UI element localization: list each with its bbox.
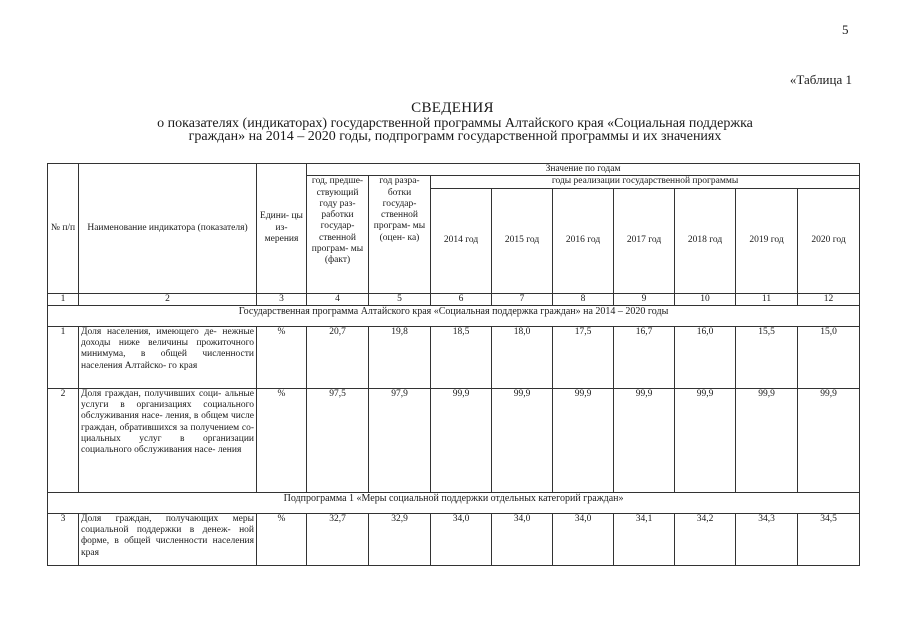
subtitle-line-1: о показателях (индикаторах) государственной программы Алтайского края «Социальная поддержка — [157, 116, 753, 131]
row-value: 20,7 — [307, 326, 369, 388]
row-name: Доля граждан, получающих меры социальной поддержки в денеж- ной форме, в общей численности населения края — [79, 513, 257, 565]
column-number: 10 — [675, 293, 736, 305]
header-year: 2019 год — [736, 188, 798, 293]
header-year: 2017 год — [614, 188, 675, 293]
column-number: 9 — [614, 293, 675, 305]
header-prev-year: год, предше- ствующий году раз- работки государ- ственной програм- мы (факт) — [307, 176, 369, 293]
indicators-table — [47, 163, 860, 566]
column-number: 4 — [307, 293, 369, 305]
row-value: 19,8 — [369, 326, 431, 388]
page-number: 5 — [842, 22, 849, 37]
header-year: 2015 год — [492, 188, 553, 293]
row-value: 34,2 — [675, 513, 736, 565]
row-value: 18,5 — [431, 326, 492, 388]
row-value: 16,0 — [675, 326, 736, 388]
column-number: 6 — [431, 293, 492, 305]
row-value: 34,0 — [431, 513, 492, 565]
row-num: 1 — [48, 326, 79, 388]
column-number: 5 — [369, 293, 431, 305]
row-name: Доля граждан, получивших соци- альные услуги в организациях социального обслуживания насе- ления, в общем числе граждан, обратившихся за получением со- циальных услуг в организации социального обслуживания насе- ления — [79, 388, 257, 492]
section-title: Государственная программа Алтайского края «Социальная поддержка граждан» на 2014 – 2020 годы — [48, 305, 860, 326]
row-value: 34,1 — [614, 513, 675, 565]
row-unit: % — [257, 513, 307, 565]
header-name: Наименование индикатора (показателя) — [79, 164, 257, 294]
row-value: 99,9 — [614, 388, 675, 492]
row-value: 32,7 — [307, 513, 369, 565]
row-value: 99,9 — [736, 388, 798, 492]
row-value: 34,0 — [553, 513, 614, 565]
document-subtitle — [110, 117, 800, 143]
section-row-state-program — [48, 305, 860, 326]
column-number: 7 — [492, 293, 553, 305]
header-year: 2018 год — [675, 188, 736, 293]
header-year: 2016 год — [553, 188, 614, 293]
row-value: 15,5 — [736, 326, 798, 388]
column-number-row — [48, 293, 860, 305]
row-value: 97,5 — [307, 388, 369, 492]
row-value: 99,9 — [798, 388, 860, 492]
row-value: 99,9 — [492, 388, 553, 492]
table-label: «Таблица 1 — [789, 72, 852, 87]
row-value: 32,9 — [369, 513, 431, 565]
subtitle-line-2: граждан» на 2014 – 2020 годы, подпрограмм государственной программы и их значениях — [188, 129, 722, 144]
section-row-subprogram-1 — [48, 492, 860, 513]
row-name: Доля населения, имеющего де- нежные доходы ниже величины прожиточного минимума, в общей численности населения Алтайско- го края — [79, 326, 257, 388]
row-num: 3 — [48, 513, 79, 565]
row-value: 97,9 — [369, 388, 431, 492]
row-value: 18,0 — [492, 326, 553, 388]
header-unit: Едини- цы из- мерения — [257, 164, 307, 294]
row-num: 2 — [48, 388, 79, 492]
table-row — [48, 388, 860, 492]
row-value: 99,9 — [675, 388, 736, 492]
row-unit: % — [257, 388, 307, 492]
row-value: 15,0 — [798, 326, 860, 388]
header-dev-year: год разра- ботки государ- ственной програм- мы (оцен- ка) — [369, 176, 431, 293]
table-row — [48, 513, 860, 565]
row-value: 17,5 — [553, 326, 614, 388]
header-year: 2020 год — [798, 188, 860, 293]
column-number: 8 — [553, 293, 614, 305]
table-row — [48, 326, 860, 388]
header-values-group: Значение по годам — [307, 164, 860, 176]
column-number: 11 — [736, 293, 798, 305]
row-value: 16,7 — [614, 326, 675, 388]
document-title: СВЕДЕНИЯ — [411, 100, 494, 116]
section-title: Подпрограмма 1 «Меры социальной поддержки отдельных категорий граждан» — [48, 492, 860, 513]
column-number: 3 — [257, 293, 307, 305]
row-value: 99,9 — [553, 388, 614, 492]
row-value: 34,3 — [736, 513, 798, 565]
header-num: № п/п — [48, 164, 79, 294]
row-value: 99,9 — [431, 388, 492, 492]
column-number: 1 — [48, 293, 79, 305]
column-number: 2 — [79, 293, 257, 305]
header-year: 2014 год — [431, 188, 492, 293]
row-value: 34,0 — [492, 513, 553, 565]
row-value: 34,5 — [798, 513, 860, 565]
row-unit: % — [257, 326, 307, 388]
header-impl-years: годы реализации государственной программы — [431, 176, 860, 188]
column-number: 12 — [798, 293, 860, 305]
